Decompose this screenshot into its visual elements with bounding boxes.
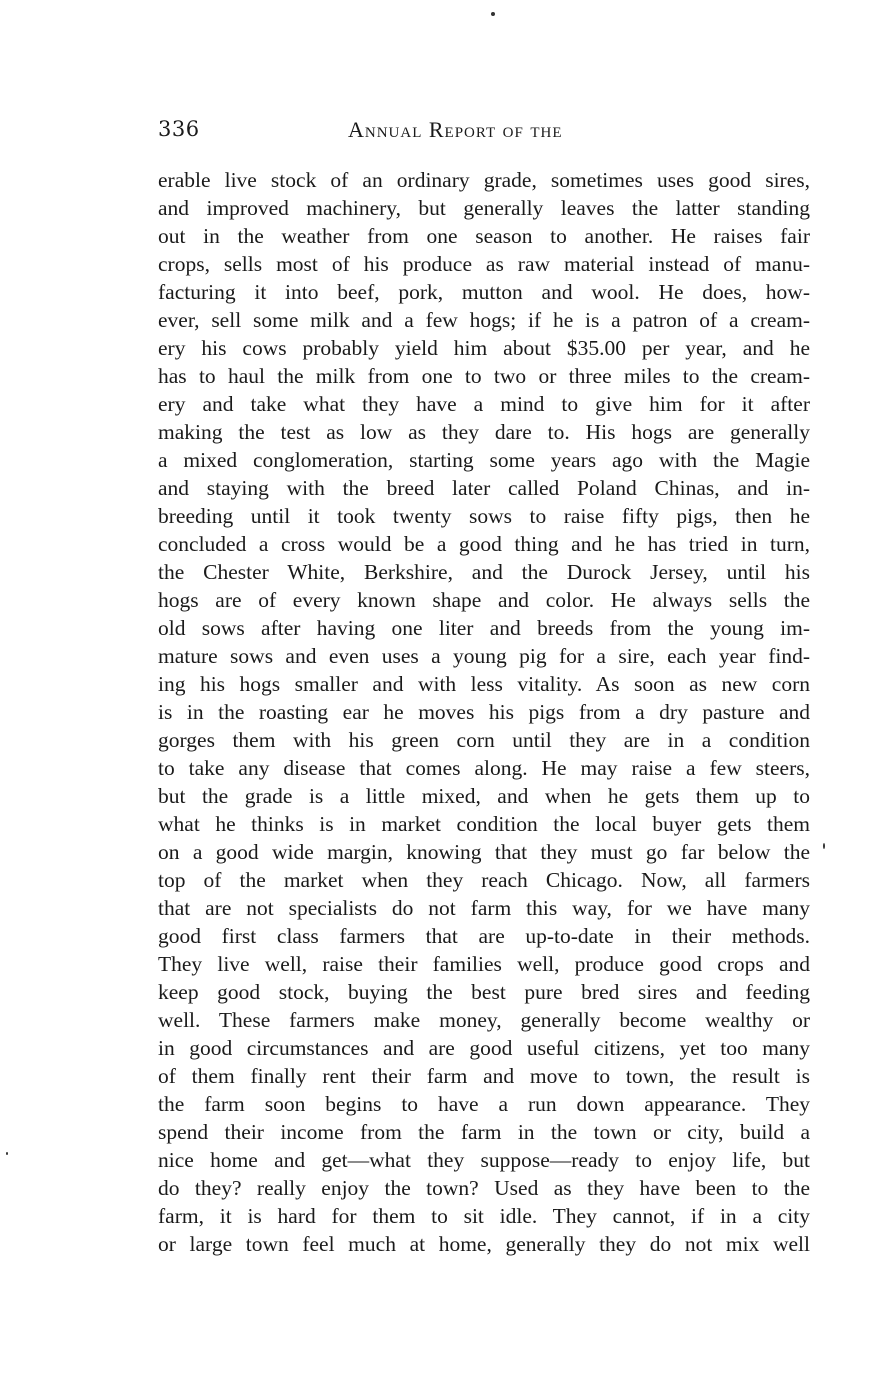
text-line: spend their income from the farm in the town or city, build a (158, 1120, 810, 1144)
text-line: mature sows and even uses a young pig for a sire, each year find- (158, 644, 810, 668)
text-line: and improved machinery, but generally leaves the latter standing (158, 196, 810, 220)
text-line: or large town feel much at home, generally they do not mix well (158, 1232, 810, 1256)
text-line: gorges them with his green corn until they are in a condition (158, 728, 810, 752)
page-header (158, 117, 810, 149)
text-line: facturing it into beef, pork, mutton and wool. He does, how- (158, 280, 810, 304)
text-line: erable live stock of an ordinary grade, sometimes uses good sires, (158, 168, 810, 192)
text-line: keep good stock, buying the best pure bred sires and feeding (158, 980, 810, 1004)
text-line: that are not specialists do not farm this way, for we have many (158, 896, 810, 920)
text-line: out in the weather from one season to another. He raises fair (158, 224, 810, 248)
text-line: in good circumstances and are good useful citizens, yet too many (158, 1036, 810, 1060)
text-line: ery his cows probably yield him about $35.00 per year, and he (158, 336, 810, 360)
text-line: good first class farmers that are up-to-date in their methods. (158, 924, 810, 948)
text-line: well. These farmers make money, generally become wealthy or (158, 1008, 810, 1032)
text-line: to take any disease that comes along. He may raise a few steers, (158, 756, 810, 780)
text-line: concluded a cross would be a good thing and he has tried in turn, (158, 532, 810, 556)
text-line: top of the market when they reach Chicago. Now, all farmers (158, 868, 810, 892)
print-speck-left (6, 1152, 8, 1155)
text-line: is in the roasting ear he moves his pigs from a dry pasture and (158, 700, 810, 724)
print-speck-right (823, 843, 825, 849)
text-line: and staying with the breed later called Poland Chinas, and in- (158, 476, 810, 500)
body-text (158, 166, 818, 1258)
text-line: old sows after having one liter and breeds from the young im- (158, 616, 810, 640)
text-line: but the grade is a little mixed, and when he gets them up to (158, 784, 810, 808)
text-line: of them finally rent their farm and move to town, the result is (158, 1064, 810, 1088)
print-speck-top (491, 12, 495, 16)
text-line: ever, sell some milk and a few hogs; if he is a patron of a cream- (158, 308, 810, 332)
text-line: do they? really enjoy the town? Used as they have been to the (158, 1176, 810, 1200)
text-line: nice home and get—what they suppose—ready to enjoy life, but (158, 1148, 810, 1172)
text-line: the Chester White, Berkshire, and the Durock Jersey, until his (158, 560, 810, 584)
text-line: the farm soon begins to have a run down appearance. They (158, 1092, 810, 1116)
text-line: on a good wide margin, knowing that they must go far below the (158, 840, 810, 864)
text-line: farm, it is hard for them to sit idle. They cannot, if in a city (158, 1204, 810, 1228)
text-line: hogs are of every known shape and color. He always sells the (158, 588, 810, 612)
running-head: Annual Report of the (348, 117, 563, 142)
text-line: what he thinks is in market condition the local buyer gets them (158, 812, 810, 836)
text-line: a mixed conglomeration, starting some years ago with the Magie (158, 448, 810, 472)
text-line: breeding until it took twenty sows to raise fifty pigs, then he (158, 504, 810, 528)
text-line: has to haul the milk from one to two or three miles to the cream- (158, 364, 810, 388)
text-line: ing his hogs smaller and with less vitality. As soon as new corn (158, 672, 810, 696)
text-line: ery and take what they have a mind to give him for it after (158, 392, 810, 416)
page-number: 336 (158, 117, 200, 141)
text-line: crops, sells most of his produce as raw material instead of manu- (158, 252, 810, 276)
text-line: They live well, raise their families well, produce good crops and (158, 952, 810, 976)
text-line: making the test as low as they dare to. His hogs are generally (158, 420, 810, 444)
